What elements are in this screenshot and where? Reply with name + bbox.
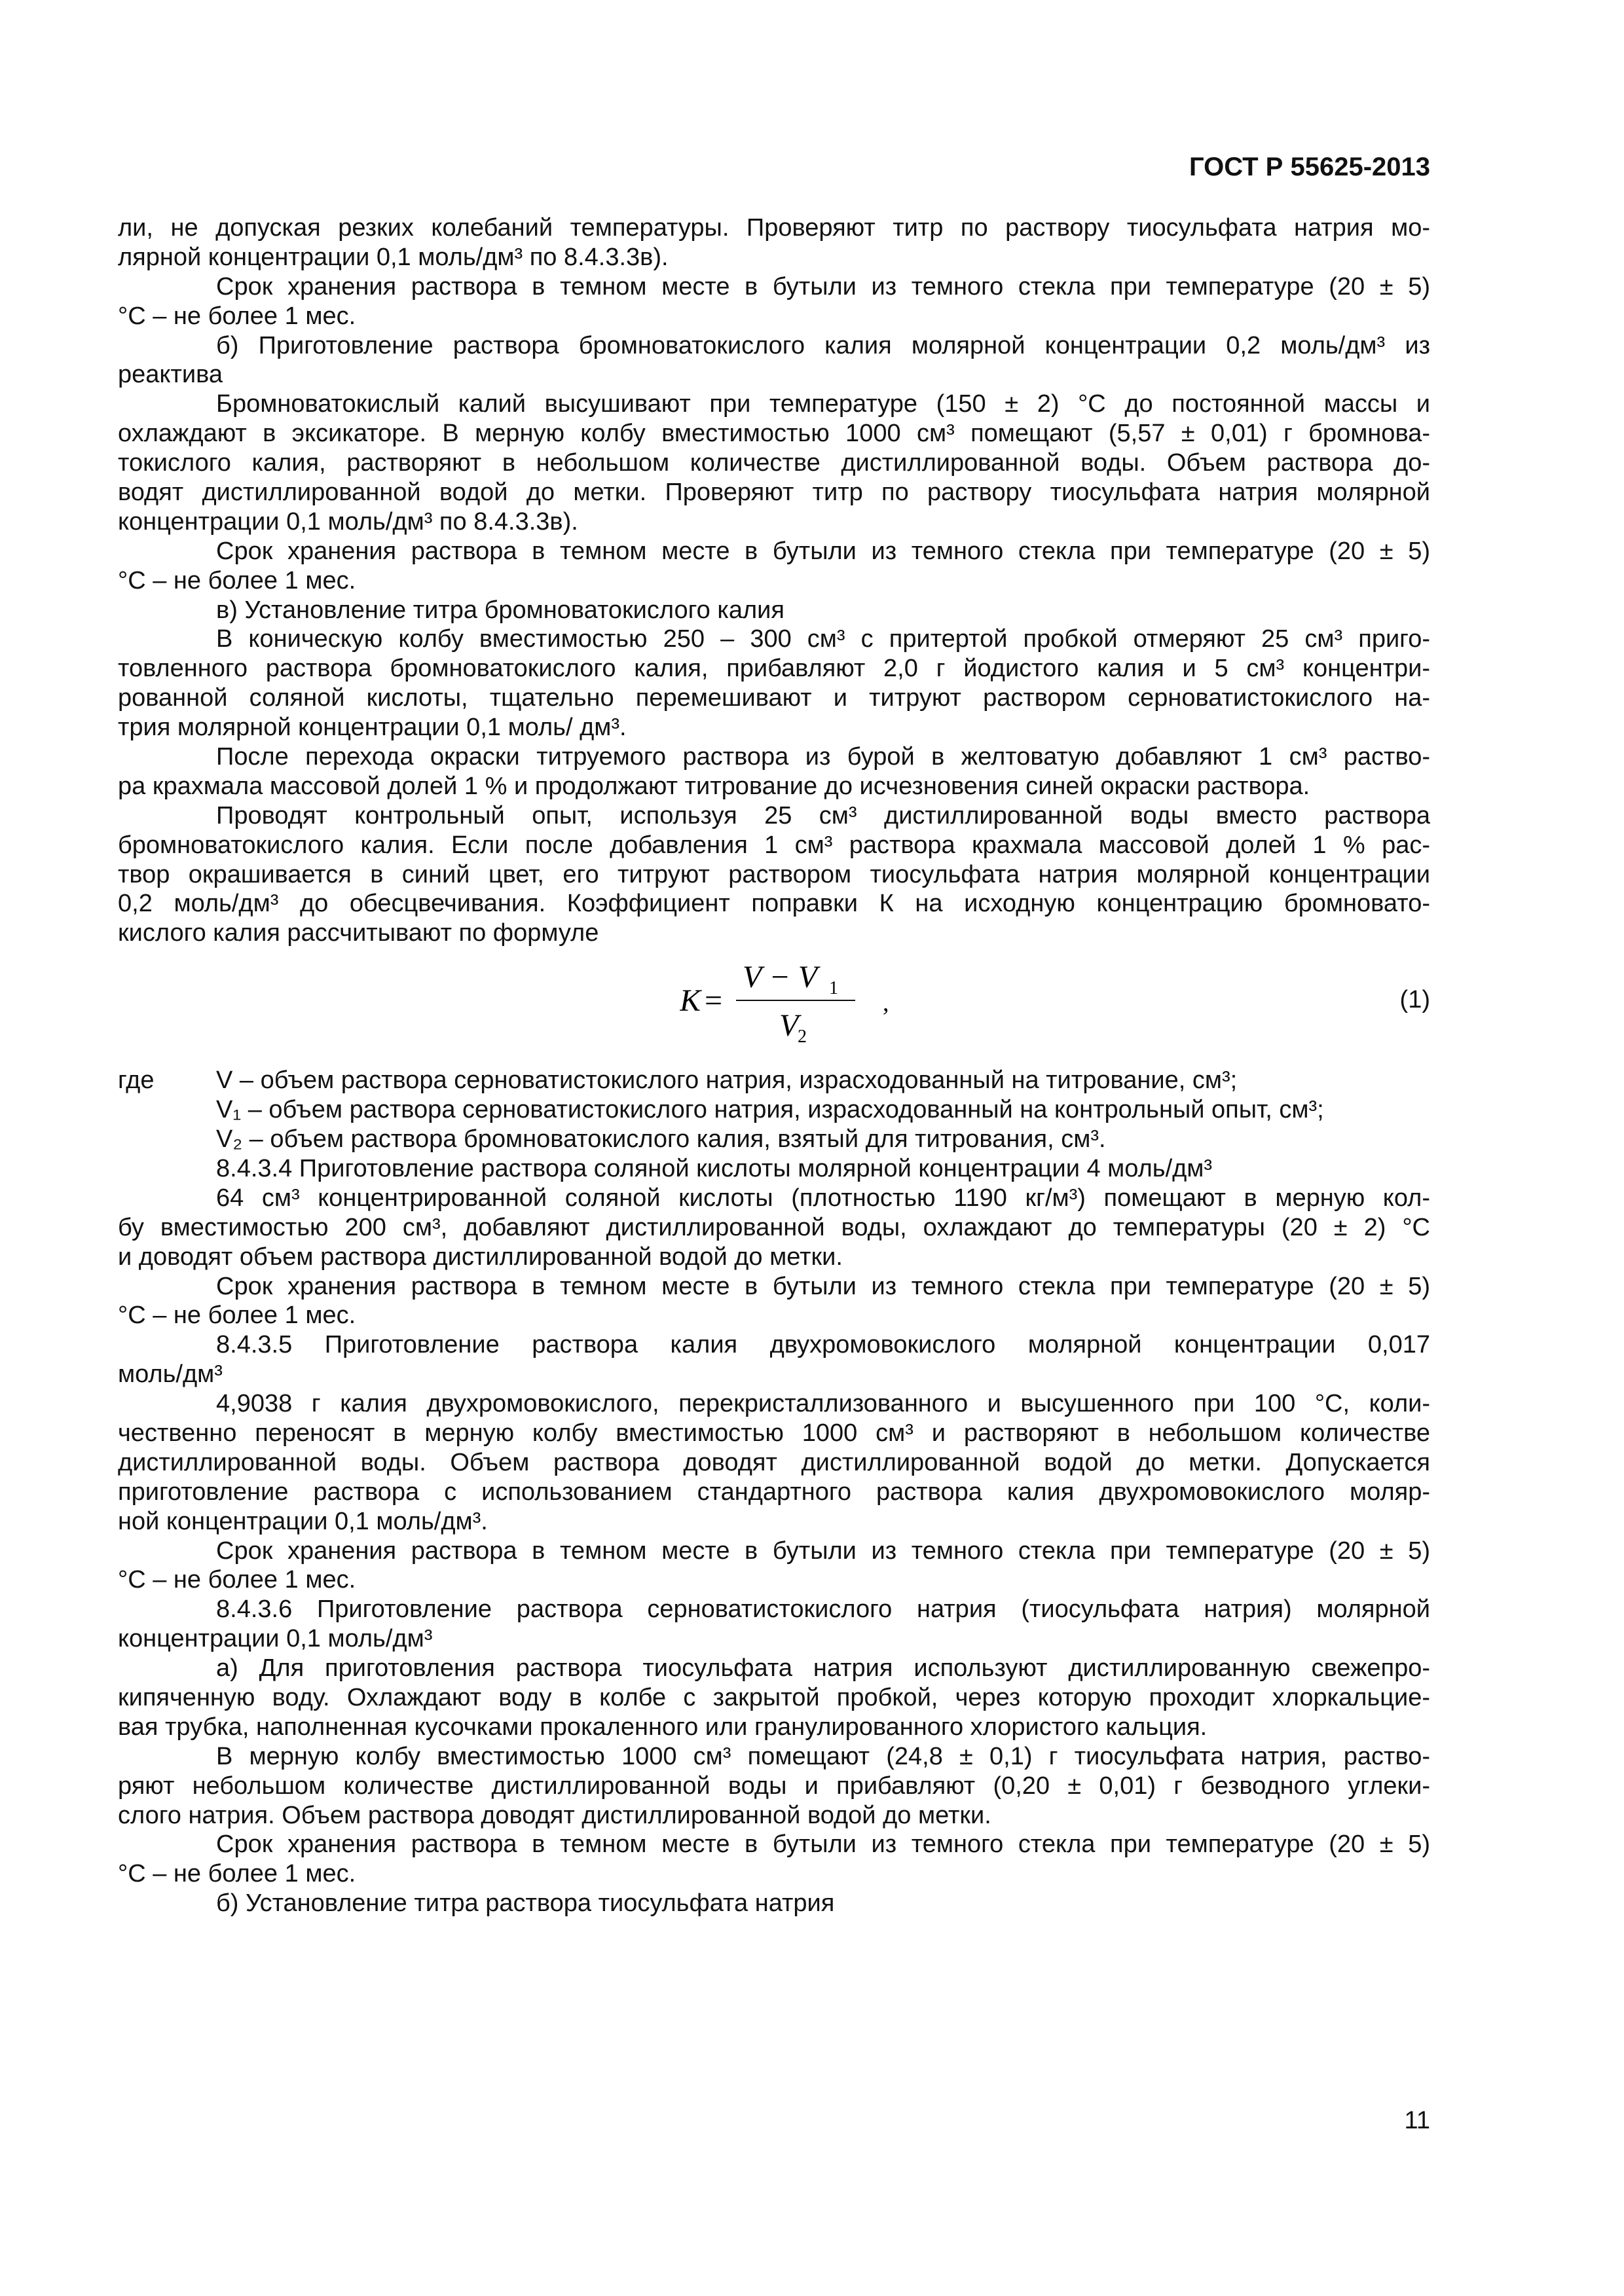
text-line: °С – не более 1 мес.	[118, 566, 356, 594]
text-line: 4,9038 г калия двухромовокислого, перекристаллизованного и высушенного при 100 °С, коли-	[216, 1390, 1430, 1418]
section-heading: б) Установление титра раствора тиосульфата натрия	[216, 1889, 835, 1918]
where-label: где	[118, 1066, 155, 1095]
section-heading: 8.4.3.4 Приготовление раствора соляной кислоты молярной концентрации 4 моль/дм³	[216, 1154, 1213, 1182]
section-heading: 8.4.3.5 Приготовление раствора калия двухромовокислого молярной концентрации 0,017	[216, 1331, 1430, 1359]
text-line: °С – не более 1 мес.	[118, 1860, 356, 1888]
text-line: °С – не более 1 мес.	[118, 302, 356, 330]
text-line: 64 см³ концентрированной соляной кислоты (плотностью 1190 кг/м³) помещают в мерную кол-	[216, 1184, 1430, 1212]
text-line: товленного раствора бромноватокислого калия, прибавляют 2,0 г йодистого калия и 5 см³ концентри-	[118, 655, 1430, 683]
text-line: °С – не более 1 мес.	[118, 1566, 356, 1594]
text-line: твор окрашивается в синий цвет, его титруют раствором тиосульфата натрия молярной концентрации	[118, 860, 1430, 888]
text-line: Срок хранения раствора в темном месте в бутыли из темного стекла при температуре (20 ± 5)	[216, 1831, 1430, 1859]
page-number: 11	[1404, 2107, 1430, 2134]
text-line: Бромноватокислый калий высушивают при температуре (150 ± 2) °С до постоянной массы и	[216, 390, 1430, 418]
text-line: токислого калия, растворяют в небольшом количестве дистиллированной воды. Объем раствора до-	[118, 449, 1430, 477]
text-line: 0,2 моль/дм³ до обесцвечивания. Коэффициент поправки К на исходную концентрацию бромновато-	[118, 890, 1430, 918]
text-line: бу вместимостью 200 см³, добавляют дистиллированной воды, охлаждают до температуры (20 ± 2) °С	[118, 1213, 1430, 1241]
text-line: приготовление раствора с использованием стандартного раствора калия двухромовокислого моляр-	[118, 1478, 1430, 1506]
text-line: кислого калия рассчитывают по формуле	[118, 919, 599, 947]
formula-trail: ,	[883, 989, 889, 1017]
text-line: В коническую колбу вместимостью 250 – 300 см³ с притертой пробкой отмеряют 25 см³ приго-	[216, 625, 1430, 653]
text-line: Срок хранения раствора в темном месте в бутыли из темного стекла при температуре (20 ± 5)	[216, 1272, 1430, 1300]
where-item: V₁ – объем раствора серноватистокислого натрия, израсходованный на контрольный опыт, см³;	[216, 1096, 1324, 1124]
where-first	[118, 1066, 1430, 1095]
text-line: концентрации 0,1 моль/дм³ по 8.4.3.3в).	[118, 507, 578, 536]
text-line: дистиллированной воды. Объем раствора доводят дистиллированной водой до метки. Допускается	[118, 1448, 1430, 1476]
text-line: Срок хранения раствора в темном месте в бутыли из темного стекла при температуре (20 ± 5)	[216, 537, 1430, 565]
text-line: кипяченную воду. Охлаждают воду в колбе с закрытой пробкой, через которую проходит хлоркальцие-	[118, 1683, 1430, 1711]
formula-denominator: V	[779, 1008, 799, 1044]
text-line: охлаждают в эксикаторе. В мерную колбу вместимостью 1000 см³ помещают (5,57 ± 0,01) г бромнова-	[118, 420, 1430, 448]
formula-numerator-sub: 1	[829, 978, 838, 999]
formula-numerator: V − V	[743, 960, 818, 995]
section-heading: 8.4.3.6 Приготовление раствора серноватистокислого натрия (тиосульфата натрия) молярной	[216, 1595, 1430, 1624]
text-line: ной концентрации 0,1 моль/дм³.	[118, 1507, 488, 1535]
text-line: Срок хранения раствора в темном месте в бутыли из темного стекла при температуре (20 ± 5)	[216, 1537, 1430, 1565]
formula-block	[118, 948, 1430, 1066]
text-line: После перехода окраски титруемого раствора из бурой в желтоватую добавляют 1 см³ раство-	[216, 743, 1430, 771]
text-line: чественно переносят в мерную колбу вместимостью 1000 см³ и растворяют в небольшом количестве	[118, 1419, 1430, 1447]
text-line: ра крахмала массовой долей 1 % и продолжают титрование до исчезновения синей окраски раствора.	[118, 772, 1310, 800]
text-line: трия молярной концентрации 0,1 моль/ дм³.	[118, 714, 627, 742]
text-line: реактива	[118, 361, 223, 389]
formula-lhs: K	[680, 983, 701, 1019]
text-line: В мерную колбу вместимостью 1000 см³ помещают (24,8 ± 0,1) г тиосульфата натрия, раство-	[216, 1742, 1430, 1770]
formula-number: (1)	[1399, 986, 1430, 1014]
where-item: V₂ – объем раствора бромноватокислого калия, взятый для титрования, см³.	[216, 1125, 1106, 1154]
text-line: моль/дм³	[118, 1360, 223, 1389]
text-line: Срок хранения раствора в темном месте в бутыли из темного стекла при температуре (20 ± 5)	[216, 272, 1430, 301]
formula-equation	[680, 948, 1007, 1046]
text-line: лярной концентрации 0,1 моль/дм³ по 8.4.3.3в).	[118, 243, 669, 271]
where-item: V – объем раствора серноватистокислого натрия, израсходованный на титрование, см³;	[216, 1066, 1238, 1095]
section-heading: в) Установление титра бромноватокислого калия	[216, 596, 784, 624]
text-line: ли, не допуская резких колебаний температуры. Проверяют титр по раствору тиосульфата натрия мо-	[118, 214, 1430, 242]
text-line: вая трубка, наполненная кусочками прокаленного или гранулированного хлористого кальция.	[118, 1713, 1208, 1741]
text-line: °С – не более 1 мес.	[118, 1302, 356, 1330]
text-line: концентрации 0,1 моль/дм³	[118, 1625, 433, 1653]
text-line: а) Для приготовления раствора тиосульфата натрия используют дистиллированную свежепро-	[216, 1654, 1430, 1683]
text-line: рованной соляной кислоты, тщательно перемешивают и титруют раствором серноватистокислого на-	[118, 684, 1430, 712]
text-line: водят дистиллированной водой до метки. Проверяют титр по раствору тиосульфата натрия молярной	[118, 479, 1430, 507]
text-line: и доводят объем раствора дистиллированной водой до метки.	[118, 1243, 843, 1271]
formula-denominator-sub: 2	[798, 1027, 807, 1047]
document-body	[118, 213, 1430, 1918]
text-line: Проводят контрольный опыт, используя 25 см³ дистиллированной воды вместо раствора	[216, 801, 1430, 829]
formula-equals: =	[705, 983, 723, 1019]
text-line: слого натрия. Объем раствора доводят дистиллированной водой до метки.	[118, 1801, 991, 1829]
text-line: бромноватокислого калия. Если после добавления 1 см³ раствора крахмала массовой долей 1 % рас-	[118, 831, 1430, 859]
text-line: б) Приготовление раствора бромноватокислого калия молярной концентрации 0,2 моль/дм³ из	[216, 331, 1430, 359]
document-header: ГОСТ Р 55625-2013	[1189, 153, 1430, 181]
text-line: ряют небольшом количестве дистиллированной воды и прибавляют (0,20 ± 0,01) г безводного углеки-	[118, 1772, 1430, 1800]
